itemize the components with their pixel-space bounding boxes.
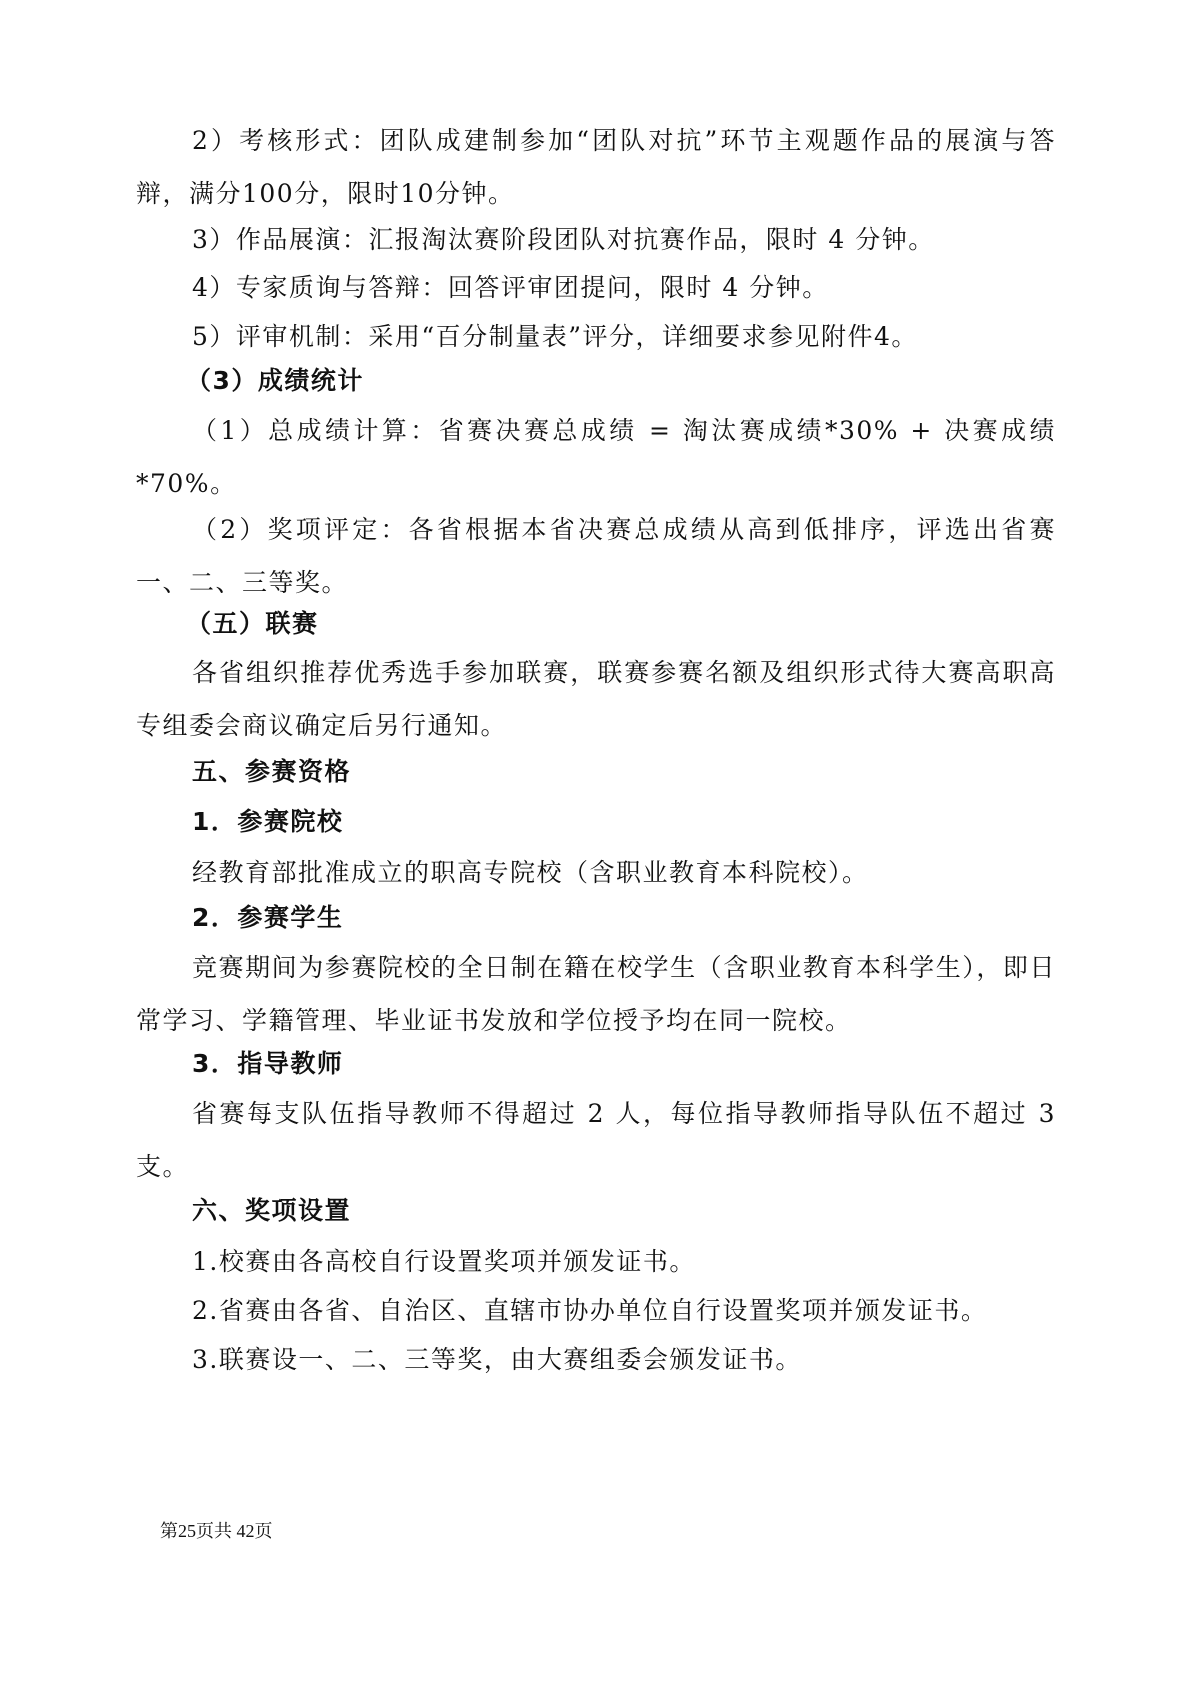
paragraph-review-mechanism: 5）评审机制：采用“百分制量表”评分，详细要求参见附件4。 — [192, 322, 918, 351]
paragraph-league-awards: 3.联赛设一、二、三等奖，由大赛组委会颁发证书。 — [192, 1345, 802, 1374]
paragraph-students: 竞赛期间为参赛院校的全日制在籍在校学生（含职业教育本科学生），即日常学习、学籍管理、毕业证书发放和学位授予均在同一院校。 — [136, 953, 1056, 1035]
heading-section-6: 六、奖项设置 — [192, 1196, 352, 1225]
paragraph-award-evaluation: （2）奖项评定：各省根据本省决赛总成绩从高到低排序，评选出省赛一、二、三等奖。 — [136, 515, 1056, 597]
paragraph-work-presentation: 3）作品展演：汇报淘汰赛阶段团队对抗赛作品，限时 4 分钟。 — [192, 225, 935, 254]
heading-score-statistics: （3）成绩统计 — [186, 366, 364, 395]
heading-participating-students: 2．参赛学生 — [192, 903, 344, 932]
heading-section-5: 五、参赛资格 — [192, 757, 352, 786]
heading-league: （五）联赛 — [186, 609, 319, 638]
paragraph-league: 各省组织推荐优秀选手参加联赛，联赛参赛名额及组织形式待大赛高职高专组委会商议确定后另行通知。 — [136, 658, 1056, 740]
heading-instructors: 3．指导教师 — [192, 1049, 344, 1078]
paragraph-school-awards: 1.校赛由各高校自行设置奖项并颁发证书。 — [192, 1247, 696, 1276]
paragraph-provincial-awards: 2.省赛由各省、自治区、直辖市协办单位自行设置奖项并颁发证书。 — [192, 1296, 988, 1325]
paragraph-assessment-form: 2）考核形式：团队成建制参加“团队对抗”环节主观题作品的展演与答辩，满分100分，限时10分钟。 — [136, 126, 1056, 208]
paragraph-schools: 经教育部批准成立的职高专院校（含职业教育本科院校）。 — [192, 858, 869, 887]
paragraph-instructors: 省赛每支队伍指导教师不得超过 2 人，每位指导教师指导队伍不超过 3 支。 — [136, 1099, 1056, 1181]
paragraph-total-score: （1）总成绩计算：省赛决赛总成绩 = 淘汰赛成绩*30% + 决赛成绩*70%。 — [136, 416, 1056, 498]
heading-participating-schools: 1．参赛院校 — [192, 807, 344, 836]
page-number: 第25页共 42页 — [160, 1521, 273, 1541]
paragraph-expert-qa: 4）专家质询与答辩：回答评审团提问，限时 4 分钟。 — [192, 273, 829, 302]
